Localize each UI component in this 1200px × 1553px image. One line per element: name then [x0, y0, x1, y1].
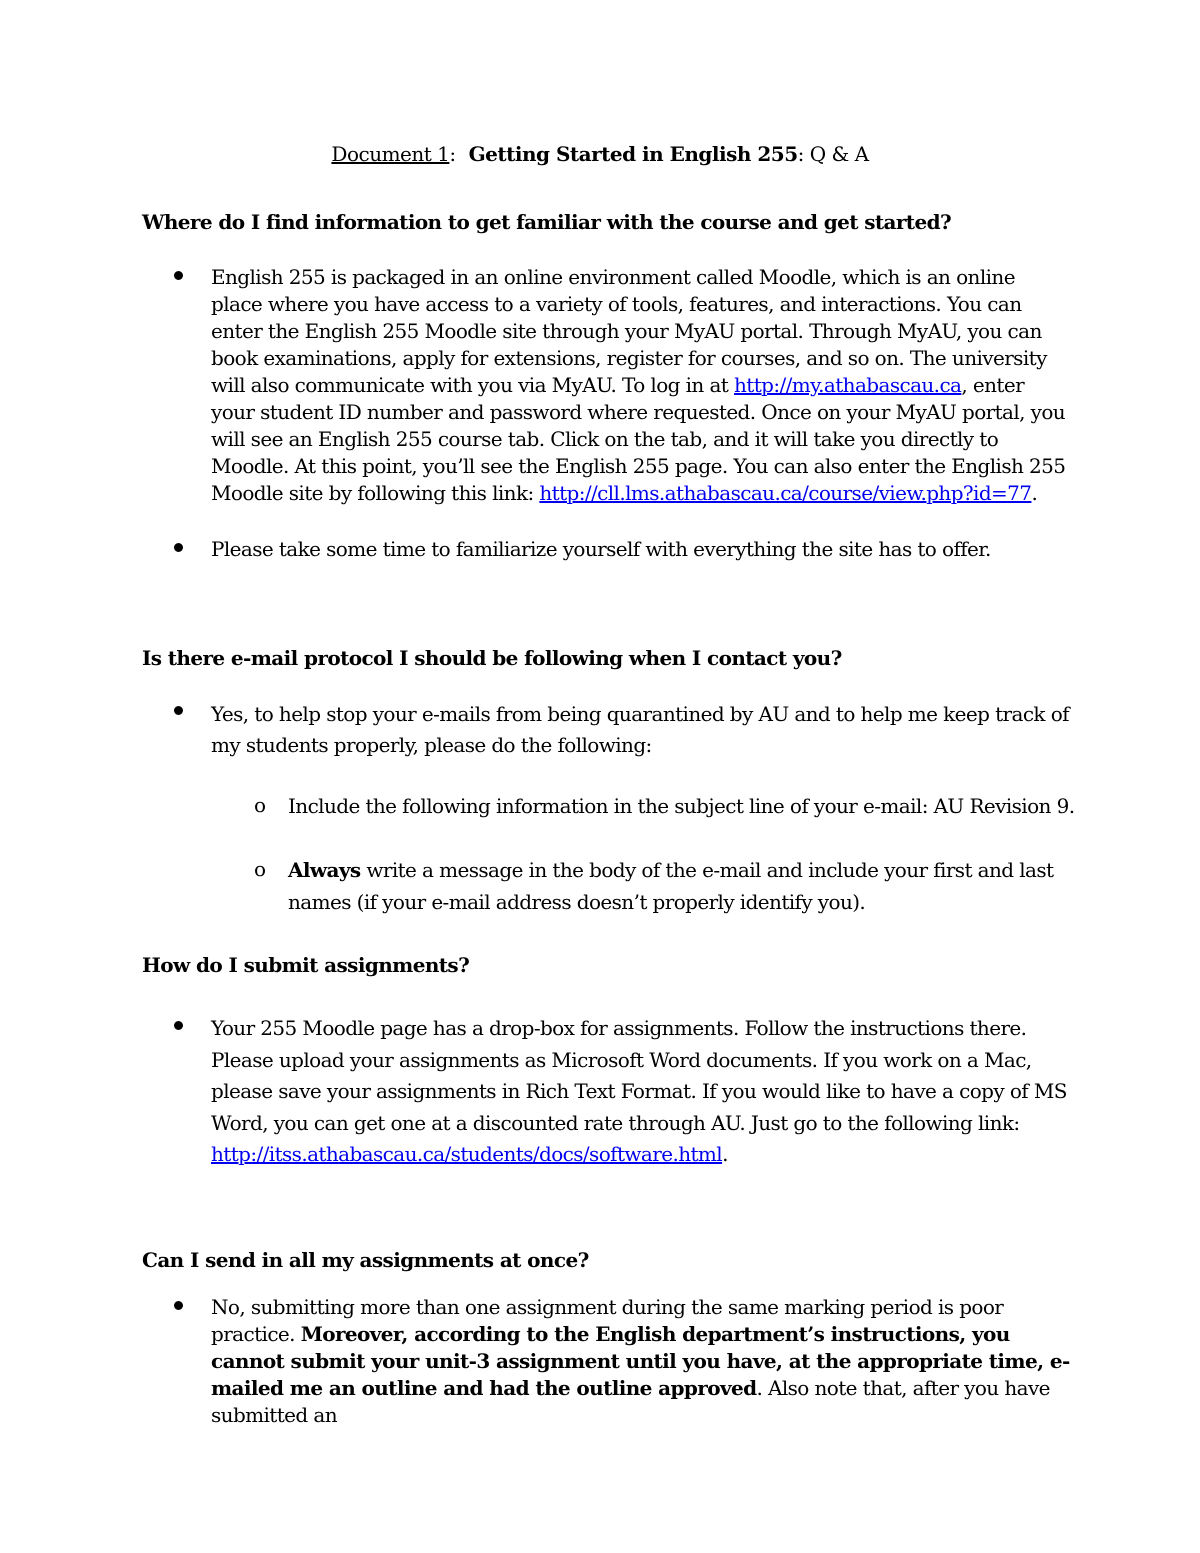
answer-text: .: [1031, 481, 1038, 505]
question-getting-started: Where do I find information to get familiar with the course and get started?: [142, 210, 952, 234]
question-submit-assignments: How do I submit assignments?: [142, 953, 470, 977]
emphasis-always: Always: [288, 858, 361, 882]
software-link[interactable]: http://itss.athabascau.ca/students/docs/software.html: [211, 1142, 723, 1166]
emphasis-department-instructions: Moreover, according to the English department’s instructions, you cannot submit your unit-3 assignment until you have, at the appropriate time, e-mailed me an outline and had the outline approved: [211, 1322, 1070, 1400]
sub-item-subject-line: Include the following information in the subject line of your e-mail: AU Revision 9.: [288, 794, 1075, 818]
answer-text: English 255 is packaged in an online environment called Moodle, which is an online place where you have access to a variety of tools, features, and interactions. You can enter the English 255 Moodle site through your MyAU portal. Through MyAU, you can book examinations, apply for extensions, register for courses, and so on. The university will also communicate with you via MyAU. To log in at: [211, 265, 1047, 397]
title-suffix: : Q & A: [797, 142, 869, 166]
question-email-protocol: Is there e-mail protocol I should be following when I contact you?: [142, 646, 842, 670]
sub-item-message-body: [288, 854, 1078, 918]
answer-submit-paragraph: [211, 1013, 1071, 1171]
myau-link[interactable]: http://my.athabascau.ca: [733, 373, 962, 397]
answer-text: .: [722, 1142, 728, 1166]
answer-moodle-paragraph: [211, 264, 1071, 507]
answer-text: No, submitting more than one assignment during the same marking period is poor practice.: [211, 1295, 1004, 1346]
question-send-all-at-once: Can I send in all my assignments at once?: [142, 1248, 589, 1272]
document-title: [0, 142, 1200, 166]
moodle-course-link[interactable]: http://cll.lms.athabascau.ca/course/view.php?id=77: [539, 481, 1032, 505]
bullet-icon: [174, 706, 183, 715]
bullet-icon: [174, 271, 183, 280]
answer-familiarize: Please take some time to familiarize yourself with everything the site has to offer.: [211, 537, 991, 561]
document-label: Document 1: [331, 142, 450, 166]
answer-text: . Also note that, after you have submitted an: [211, 1376, 1050, 1427]
bullet-icon: [174, 1301, 183, 1310]
sub-bullet-marker: o: [254, 793, 267, 817]
answer-email-intro: Yes, to help stop your e-mails from being quarantined by AU and to help me keep track of my students properly, please do the following:: [211, 702, 1069, 757]
title-heading: Getting Started in English 255: [468, 142, 798, 166]
answer-send-all-paragraph: [211, 1294, 1071, 1429]
answer-text: Your 255 Moodle page has a drop-box for assignments. Follow the instructions there. Please upload your assignments as Microsoft Word documents. If you work on a Mac, please save your assignments in Rich Text Format. If you would like to have a copy of MS Word, you can get one at a discounted rate through AU. Just go to the following link:: [211, 1016, 1067, 1135]
sub-item-text: write a message in the body of the e-mail and include your first and last names (if your e-mail address doesn’t properly identify you).: [288, 858, 1054, 914]
bullet-icon: [174, 543, 183, 552]
title-colon: :: [449, 142, 456, 166]
sub-bullet-marker: o: [254, 857, 267, 881]
answer-text: , enter your student ID number and password where requested. Once on your MyAU portal, you will see an English 255 course tab. Click on the tab, and it will take you directly to Moodle. At this point, you’ll see the English 255 page. You can also enter the English 255 Moodle site by following this link:: [211, 373, 1066, 505]
bullet-icon: [174, 1021, 183, 1030]
